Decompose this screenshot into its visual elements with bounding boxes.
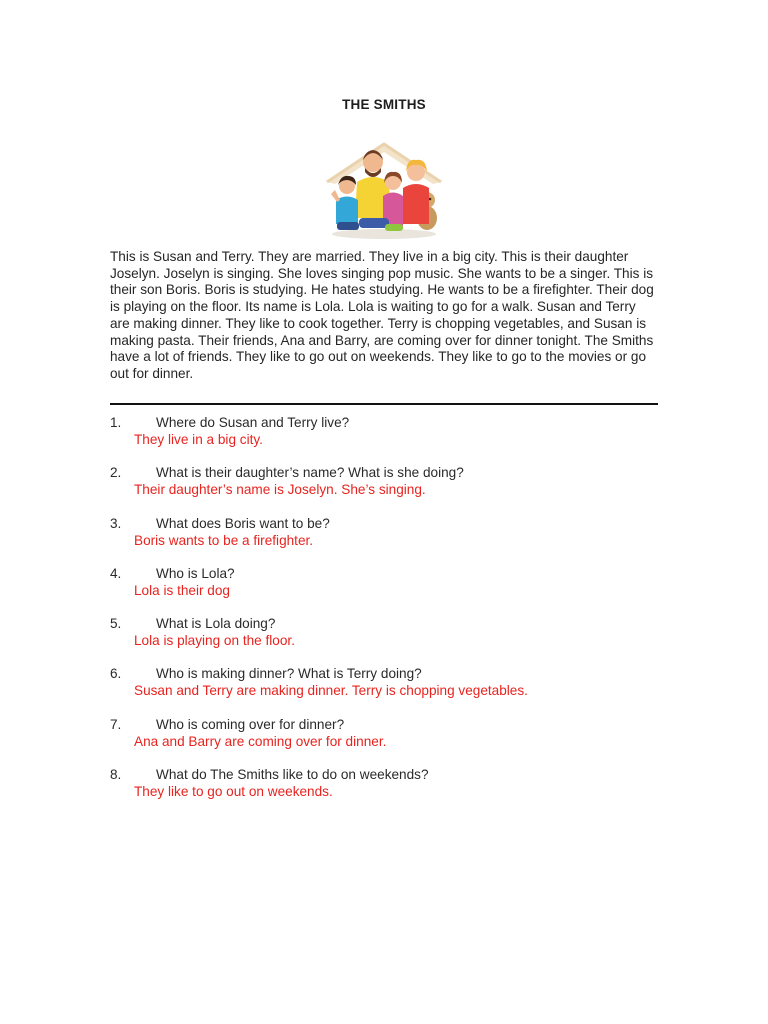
question-number: 5. [110, 616, 122, 632]
question-number: 1. [110, 415, 122, 430]
question-list [110, 414, 658, 816]
question-item [110, 414, 658, 464]
question-number: 7. [110, 716, 122, 732]
section-divider [110, 403, 658, 405]
question-text: What do The Smiths like to do on weekends? [156, 767, 429, 783]
answer-text: Lola is playing on the floor. [134, 633, 295, 649]
answer-text: Boris wants to be a firefighter. [134, 532, 314, 548]
question-item [110, 615, 658, 665]
page-title: THE SMITHS [342, 97, 426, 112]
question-text: What does Boris want to be? [156, 515, 330, 531]
question-text: Where do Susan and Terry live? [156, 415, 350, 430]
answer-text: They live in a big city. [134, 432, 263, 447]
question-item [110, 515, 658, 565]
question-item [110, 716, 658, 766]
question-item [110, 665, 658, 715]
question-item [110, 766, 658, 816]
question-text: What is Lola doing? [156, 616, 276, 632]
answer-text: Lola is their dog [134, 582, 230, 598]
reading-passage: This is Susan and Terry. They are married. They live in a big city. This is their daughter Joselyn. Joselyn is singing. She loves singing pop music. She wants to be a singer. This is their son Boris. Boris is studying. He hates studying. He wants to be a firefighter. Their dog is playing on the floor. Its name is Lola. Lola is waiting to go for a walk. Susan and Terry are making dinner. They like to cook together. Terry is chopping vegetables, and Susan is making pasta. Their friends, Ana and Barry, are coming over for dinner tonight. The Smiths have a lot of friends. They like to go out on weekends. They like to go to the movies or go out for dinner. [110, 249, 654, 381]
question-number: 2. [110, 465, 122, 481]
question-number: 4. [110, 565, 122, 581]
question-item [110, 464, 658, 514]
answer-text: Their daughter’s name is Joselyn. She’s singing. [134, 482, 426, 498]
family-under-roof-illustration [323, 138, 445, 240]
question-text: What is their daughter’s name? What is she doing? [156, 465, 464, 481]
question-number: 6. [110, 666, 122, 682]
question-text: Who is coming over for dinner? [156, 716, 345, 732]
answer-text: Ana and Barry are coming over for dinner. [134, 733, 387, 749]
answer-text: They like to go out on weekends. [134, 784, 333, 800]
question-text: Who is Lola? [156, 565, 235, 581]
question-number: 8. [110, 767, 122, 783]
question-item [110, 565, 658, 615]
answer-text: Susan and Terry are making dinner. Terry is chopping vegetables. [134, 683, 528, 699]
question-text: Who is making dinner? What is Terry doing? [156, 666, 422, 682]
question-number: 3. [110, 515, 122, 531]
